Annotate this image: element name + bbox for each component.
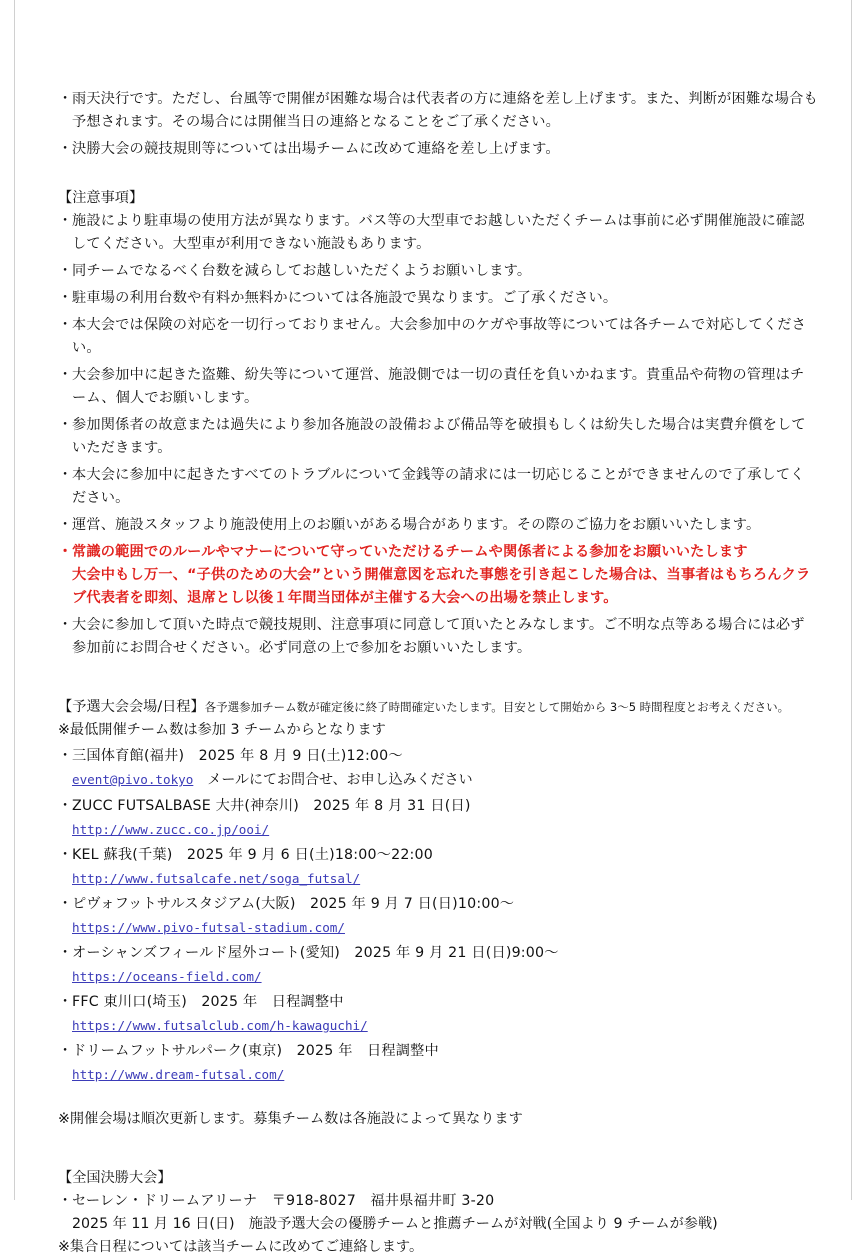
venue-email-link[interactable]: event@pivo.tokyo: [72, 772, 194, 787]
bullet: ・: [58, 748, 73, 764]
bullet: ・: [58, 517, 73, 533]
bullet: ・: [58, 1193, 73, 1209]
rules-top-list: [58, 88, 818, 161]
qualifiers-heading-row: [58, 696, 818, 719]
venue-line-row: [58, 844, 818, 867]
venue-line-row: [58, 1040, 818, 1063]
bullet: ・: [58, 617, 73, 633]
agreement-notice: 大会に参加して頂いた時点で競技規則、注意事項に同意して頂いたとみなします。ご不明な点等ある場合には必ず参加前にお問合せください。必ず同意の上で参加をお願いいたします。: [72, 617, 805, 656]
bullet: ・: [58, 263, 73, 279]
venue-item: [58, 991, 818, 1037]
venue-line: ドリームフットサルパーク(東京) 2025 年 日程調整中: [72, 1043, 439, 1059]
caution-item: 同チームでなるべく台数を減らしてお越しいただくようお願いします。: [72, 263, 532, 279]
venue-line: ZUCC FUTSALBASE 大井(神奈川) 2025 年 8 月 31 日(日): [72, 798, 471, 814]
cautions-section: [58, 187, 818, 660]
bullet: ・: [58, 847, 73, 863]
bullet: ・: [58, 417, 73, 433]
finals-section: [58, 1167, 818, 1259]
list-item: [58, 138, 818, 161]
list-item: [58, 88, 818, 134]
venue-item: [58, 893, 818, 939]
list-item: [58, 364, 818, 410]
finals-note: ※集合日程については該当チームに改めてご連絡します。: [58, 1239, 424, 1255]
venue-item: [58, 1040, 818, 1086]
list-item: [58, 1190, 818, 1213]
venue-item: [58, 942, 818, 988]
bullet: ・: [58, 798, 73, 814]
caution-item: 駐車場の利用台数や有料か無料かについては各施設で異なります。ご了承ください。: [72, 290, 618, 306]
list-item: [58, 614, 818, 660]
caution-item: 参加関係者の故意または過失により参加各施設の設備および備品等を破損もしくは紛失した場合は実費弁償をしていただきます。: [72, 417, 806, 456]
caution-item: 施設により駐車場の使用方法が異なります。バス等の大型車でお越しいただくチームは事前に必ず開催施設に確認してください。大型車が利用できない施設もあります。: [72, 213, 805, 252]
venue-line-row: [58, 795, 818, 818]
list-item: [58, 514, 818, 537]
red-warning-notice: 常識の範囲でのルールやマナーについて守っていただけるチームや関係者による参加をお願いいたします 大会中もし万一、“子供のための大会”という開催意図を忘れた事態を引き起こした場合は、当事者はもちろんクラブ代表者を即刻、退席とし以後１年間当団体が主催する大会への出場を禁止します。: [72, 544, 811, 606]
venue-url-link[interactable]: http://www.zucc.co.jp/ooi/: [72, 822, 270, 837]
bullet: ・: [58, 896, 73, 912]
finals-venue: セーレン・ドリームアリーナ 〒918-8027 福井県福井町 3-20: [72, 1193, 495, 1209]
finals-date-line: 2025 年 11 月 16 日(日) 施設予選大会の優勝チームと推薦チームが対戦(全国より 9 チームが参戦): [72, 1216, 718, 1232]
venue-line: FFC 東川口(埼玉) 2025 年 日程調整中: [72, 994, 344, 1010]
venue-line: 三国体育館(福井) 2025 年 8 月 9 日(土)12:00〜: [72, 748, 403, 764]
bullet: ・: [58, 290, 73, 306]
finals-heading: 【全国決勝大会】: [58, 1170, 172, 1186]
bullet: ・: [58, 317, 73, 333]
bullet: ・: [58, 141, 73, 157]
list-item: [58, 414, 818, 460]
list-item: [58, 541, 818, 610]
bullet: ・: [58, 213, 73, 229]
venue-line: オーシャンズフィールド屋外コート(愛知) 2025 年 9 月 21 日(日)9:00〜: [72, 945, 559, 961]
venue-line-row: [58, 942, 818, 965]
list-item: [58, 314, 818, 360]
venue-url-link[interactable]: http://www.futsalcafe.net/soga_futsal/: [72, 871, 361, 886]
venue-contact-text: メールにてお問合せ、お申し込みください: [193, 772, 473, 788]
list-item: [58, 287, 818, 310]
caution-item: 大会参加中に起きた盗難、紛失等について運営、施設側では一切の責任を負いかねます。貴重品や荷物の管理はチーム、個人でお願いします。: [72, 367, 805, 406]
rule-rain: 雨天決行です。ただし、台風等で開催が困難な場合は代表者の方に連絡を差し上げます。また、判断が困難な場合も予想されます。その場合には開催当日の連絡となることをご了承ください。: [72, 91, 818, 130]
list-item: [58, 210, 818, 256]
bullet: ・: [58, 945, 73, 961]
venue-line: ピヴォフットサルスタジアム(大阪) 2025 年 9 月 7 日(日)10:00〜: [72, 896, 515, 912]
venue-line: KEL 蘇我(千葉) 2025 年 9 月 6 日(土)18:00〜22:00: [72, 847, 433, 863]
caution-item: 運営、施設スタッフより施設使用上のお願いがある場合があります。その際のご協力をお願いいたします。: [72, 517, 761, 533]
list-item: [58, 464, 818, 510]
venue-contact-row: [72, 768, 818, 792]
venue-item: [58, 844, 818, 890]
min-teams-note: ※最低開催チーム数は参加 3 チームからとなります: [58, 722, 386, 738]
qualifiers-heading: 【予選大会会場/日程】: [58, 699, 205, 715]
venue-url-link[interactable]: https://www.pivo-futsal-stadium.com/: [72, 920, 345, 935]
venue-url-link[interactable]: https://oceans-field.com/: [72, 969, 262, 984]
bullet: ・: [58, 1043, 73, 1059]
cautions-heading: 【注意事項】: [58, 190, 144, 206]
bullet: ・: [58, 544, 73, 560]
caution-item: 本大会では保険の対応を一切行っておりません。大会参加中のケガや事故等については各チームで対応してください。: [72, 317, 807, 356]
bullet: ・: [58, 994, 73, 1010]
venue-update-note: ※開催会場は順次更新します。募集チーム数は各施設によって異なります: [58, 1111, 523, 1127]
venue-line-row: [58, 893, 818, 916]
list-item: [58, 260, 818, 283]
bullet: ・: [58, 367, 73, 383]
qualifiers-heading-note: 各予選参加チーム数が確定後に終了時間確定いたします。目安として開始から 3〜5 時間程度とお考えください。: [204, 700, 790, 714]
qualifiers-section: [58, 696, 818, 1131]
rule-finals-regulations: 決勝大会の競技規則等については出場チームに改めて連絡を差し上げます。: [72, 141, 560, 157]
venue-url-link[interactable]: https://www.futsalclub.com/h-kawaguchi/: [72, 1018, 368, 1033]
venue-item: [58, 795, 818, 841]
bullet: ・: [58, 91, 73, 107]
venue-item: [58, 745, 818, 792]
venue-line-row: [58, 745, 818, 768]
venue-line-row: [58, 991, 818, 1014]
bullet: ・: [58, 467, 73, 483]
caution-item: 本大会に参加中に起きたすべてのトラブルについて金銭等の請求には一切応じることができませんので了承してください。: [72, 467, 805, 506]
document-body: [58, 88, 818, 1259]
venue-url-link[interactable]: http://www.dream-futsal.com/: [72, 1067, 285, 1082]
